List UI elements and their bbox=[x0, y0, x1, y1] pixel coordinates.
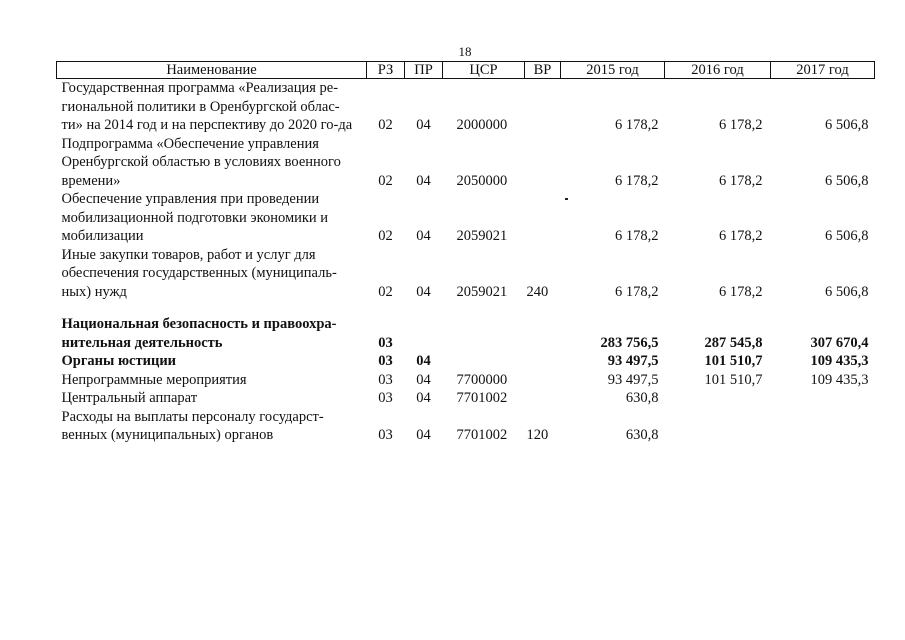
row-pr: 04 bbox=[416, 228, 431, 244]
row-2015: 6 178,2 bbox=[615, 117, 659, 133]
row-2015: 93 497,5 bbox=[607, 353, 659, 369]
row-2017 bbox=[771, 408, 875, 445]
header-vr: ВР bbox=[525, 62, 561, 79]
row-2016: 101 510,7 bbox=[704, 371, 763, 388]
row-name: Расходы на выплаты персоналу государст-венных (муниципальных) органов bbox=[61, 408, 324, 443]
row-name: Центральный аппарат bbox=[61, 390, 198, 406]
row-rz: 02 bbox=[378, 283, 393, 300]
budget-table bbox=[56, 61, 875, 445]
row-vr bbox=[525, 352, 561, 371]
row-2017: 6 506,8 bbox=[825, 228, 869, 244]
row-csr: 7700000 bbox=[456, 371, 508, 388]
row-pr bbox=[405, 315, 443, 352]
row-rz: 03 bbox=[378, 390, 393, 406]
table-row bbox=[57, 371, 875, 390]
row-2017: 109 435,3 bbox=[810, 371, 869, 388]
row-name: Непрограммные мероприятия bbox=[61, 371, 247, 388]
row-rz: 02 bbox=[378, 228, 393, 244]
row-rz: 03 bbox=[378, 334, 393, 351]
row-2017 bbox=[771, 389, 875, 408]
row-pr: 04 bbox=[416, 390, 431, 406]
header-csr: ЦСР bbox=[443, 62, 525, 79]
table-header bbox=[57, 62, 875, 79]
table-row bbox=[57, 246, 875, 302]
row-2015: 283 756,5 bbox=[600, 334, 659, 351]
row-2016: 6 178,2 bbox=[719, 172, 763, 189]
row-name: Обеспечение управления при проведении мобилизационной подготовки экономики и мобилизации bbox=[61, 191, 329, 244]
table-row bbox=[57, 408, 875, 445]
row-csr: 2059021 bbox=[456, 228, 508, 244]
header-rz: РЗ bbox=[367, 62, 405, 79]
table-row bbox=[57, 79, 875, 135]
row-rz: 03 bbox=[378, 371, 393, 388]
row-csr bbox=[443, 315, 525, 352]
header-name: Наименование bbox=[57, 62, 367, 79]
row-name: Подпрограмма «Обеспечение управления Оренбургской областью в условиях военного времени» bbox=[61, 135, 341, 189]
header-2016: 2016 год bbox=[665, 62, 771, 79]
row-pr: 04 bbox=[416, 283, 431, 300]
row-rz: 03 bbox=[378, 427, 393, 443]
table-row bbox=[57, 190, 875, 246]
row-vr bbox=[525, 371, 561, 390]
table-row bbox=[57, 389, 875, 408]
row-2017: 307 670,4 bbox=[810, 334, 869, 351]
row-name: Иные закупки товаров, работ и услуг для обеспечения государственных (муниципаль-ных) нужд bbox=[61, 246, 337, 300]
row-2017: 6 506,8 bbox=[825, 172, 869, 189]
row-rz: 02 bbox=[378, 117, 393, 133]
row-vr: 120 bbox=[526, 427, 549, 443]
row-2015: 6 178,2 bbox=[615, 283, 659, 300]
row-2015: 6 178,2 bbox=[615, 228, 659, 244]
row-pr: 04 bbox=[416, 117, 431, 133]
row-spacer bbox=[57, 301, 875, 315]
page-number: 18 bbox=[458, 44, 472, 59]
row-csr: 2050000 bbox=[456, 172, 508, 189]
row-2017: 6 506,8 bbox=[825, 283, 869, 300]
row-name: Национальная безопасность и правоохра-нительная деятельность bbox=[61, 316, 337, 351]
table-row bbox=[57, 352, 875, 371]
row-csr: 2000000 bbox=[456, 117, 508, 133]
row-vr: 240 bbox=[526, 283, 549, 300]
row-csr: 7701002 bbox=[456, 390, 508, 406]
row-name: Государственная программа «Реализация ре-гиональной политики в Оренбургской облас-ти» на 2014 год и на перспективу до 2020 го-да bbox=[61, 80, 353, 133]
row-csr: 7701002 bbox=[456, 427, 508, 443]
table-row bbox=[57, 135, 875, 191]
header-2017: 2017 год bbox=[771, 62, 875, 79]
row-2016: 101 510,7 bbox=[704, 353, 763, 369]
row-2017: 6 506,8 bbox=[825, 117, 869, 133]
row-pr: 04 bbox=[416, 427, 431, 443]
header-pr: ПР bbox=[405, 62, 443, 79]
row-rz: 02 bbox=[378, 172, 393, 189]
row-csr bbox=[443, 352, 525, 371]
row-vr bbox=[525, 389, 561, 408]
row-2016: 287 545,8 bbox=[704, 334, 763, 351]
row-2016 bbox=[665, 389, 771, 408]
row-vr bbox=[525, 315, 561, 352]
row-2015: 6 178,2 bbox=[615, 172, 659, 189]
header-2015: 2015 год bbox=[561, 62, 665, 79]
row-pr: 04 bbox=[416, 353, 431, 369]
row-csr: 2059021 bbox=[456, 283, 508, 300]
row-vr bbox=[525, 79, 561, 135]
row-2016: 6 178,2 bbox=[719, 117, 763, 133]
scan-speck bbox=[565, 198, 568, 200]
row-2015: 630,8 bbox=[625, 427, 659, 443]
row-2015: 93 497,5 bbox=[607, 371, 659, 388]
row-name: Органы юстиции bbox=[61, 353, 177, 369]
row-2016 bbox=[665, 408, 771, 445]
row-pr: 04 bbox=[416, 172, 431, 189]
row-vr bbox=[525, 135, 561, 191]
row-rz: 03 bbox=[378, 353, 393, 369]
row-vr bbox=[525, 190, 561, 246]
row-2016: 6 178,2 bbox=[719, 228, 763, 244]
row-pr: 04 bbox=[416, 371, 431, 388]
row-2016: 6 178,2 bbox=[719, 283, 763, 300]
table-row bbox=[57, 315, 875, 352]
row-2017: 109 435,3 bbox=[810, 353, 869, 369]
row-2015: 630,8 bbox=[625, 390, 659, 406]
